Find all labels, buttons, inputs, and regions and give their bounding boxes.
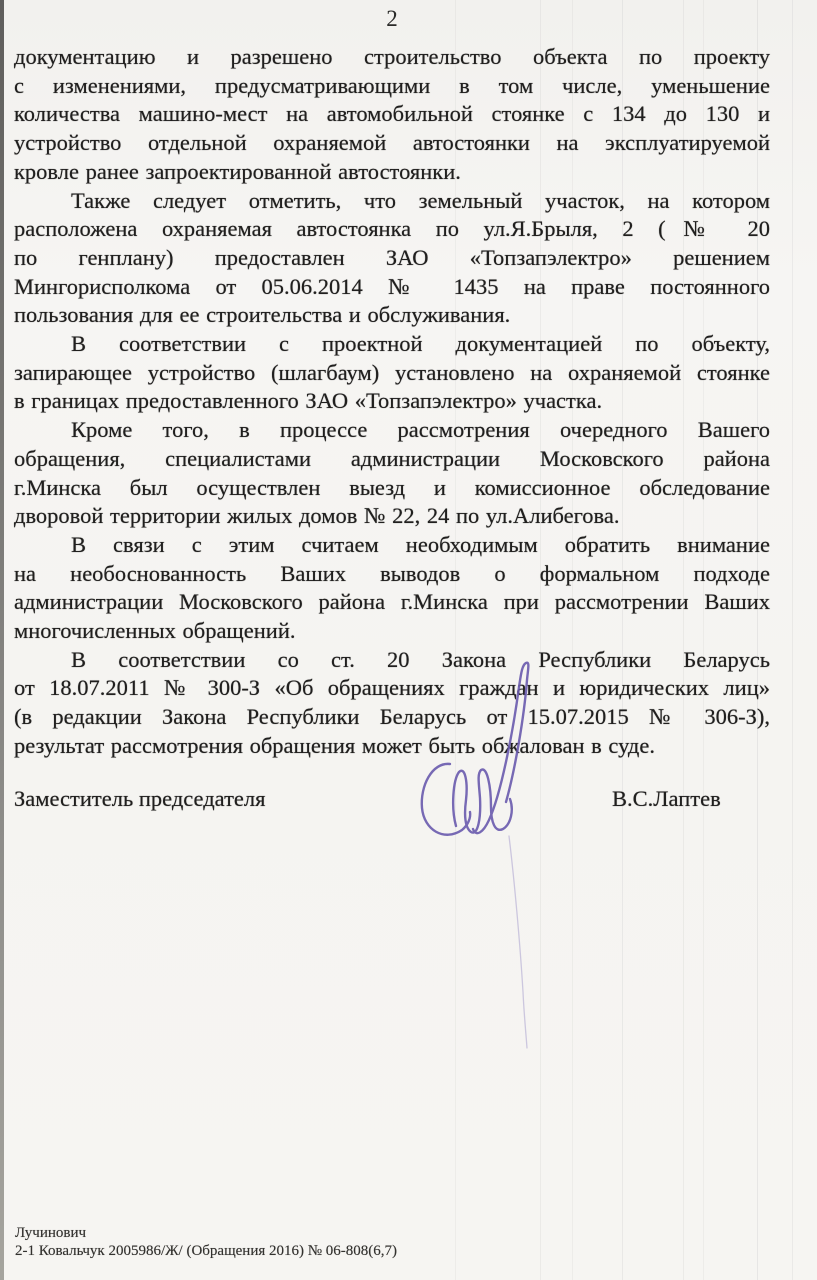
text-line: многочисленных обращений.	[14, 618, 296, 644]
text-line: результат рассмотрения обращения может быть обжалован в суде.	[14, 732, 655, 758]
footer-reference: 2-1 Ковальчук 2005986/Ж/ (Обращения 2016) № 06-808(6,7)	[15, 1243, 398, 1259]
text-line: Также следует отметить, что земельный участок, на котором	[71, 187, 770, 213]
text-line: устройство отдельной охраняемой автостоянки на эксплуатируемой	[14, 130, 770, 156]
signature-tail-stroke	[509, 836, 527, 1048]
signatory-title: Заместитель председателя	[14, 786, 266, 811]
handwritten-signature-ink	[418, 652, 568, 1057]
page-number: 2	[386, 6, 398, 31]
text-line: расположена охраняемая автостоянка по ул.Я.Брыля, 2 (№ 20	[14, 216, 770, 242]
document-body	[14, 43, 770, 761]
text-line: администрации Московского района г.Минска при рассмотрении Ваших	[14, 589, 770, 615]
paragraph	[14, 531, 770, 646]
text-line: (в редакции Закона Республики Беларусь от 15.07.2015 № 306-З),	[14, 704, 770, 730]
text-line: пользования для ее строительства и обслуживания.	[14, 302, 511, 328]
signature-block	[14, 786, 770, 816]
text-line: на необоснованность Ваших выводов о формальном подходе	[14, 560, 770, 586]
text-line: по генплану) предоставлен ЗАО «Топзапэлектро» решением	[14, 244, 770, 270]
text-line: с изменениями, предусматривающими в том числе, уменьшение	[14, 72, 770, 98]
paragraph	[14, 330, 770, 416]
document-footer	[15, 1224, 397, 1260]
text-line: Кроме того, в процессе рассмотрения очередного Вашего	[71, 417, 770, 443]
text-line: В соответствии со ст. 20 Закона Республики Беларусь	[71, 646, 770, 672]
text-line: от 18.07.2011 № 300-З «Об обращениях граждан и юридических лиц»	[14, 675, 770, 701]
text-line: документацию и разрешено строительство объекта по проекту	[14, 44, 770, 69]
footer-executor: Лучинович	[15, 1225, 87, 1241]
signatory-name: В.С.Лаптев	[612, 786, 721, 811]
scan-edge-artifact	[0, 0, 4, 1280]
text-line: в границах предоставленного ЗАО «Топзапэлектро» участка.	[14, 388, 603, 414]
scan-crease-artifact	[792, 0, 793, 1280]
text-line: запирающее устройство (шлагбаум) установлено на охраняемой стоянке	[14, 359, 770, 385]
paragraph	[14, 43, 770, 187]
text-line: дворовой территории жилых домов № 22, 24 по ул.Алибегова.	[14, 503, 620, 529]
paragraph	[14, 416, 770, 531]
paragraph	[14, 187, 770, 331]
paragraph	[14, 646, 770, 761]
text-line: обращения, специалистами администрации Московского района	[14, 445, 770, 471]
text-line: г.Минска был осуществлен выезд и комиссионное обследование	[14, 474, 770, 500]
text-line: В связи с этим считаем необходимым обратить внимание	[71, 531, 770, 557]
text-line: кровле ранее запроектированной автостоянки.	[14, 158, 461, 184]
text-line: В соответствии с проектной документацией по объекту,	[71, 331, 770, 357]
text-line: Мингорисполкома от 05.06.2014 № 1435 на праве постоянного	[14, 273, 770, 299]
text-line: количества машино-мест на автомобильной стоянке с 134 до 130 и	[14, 101, 770, 127]
